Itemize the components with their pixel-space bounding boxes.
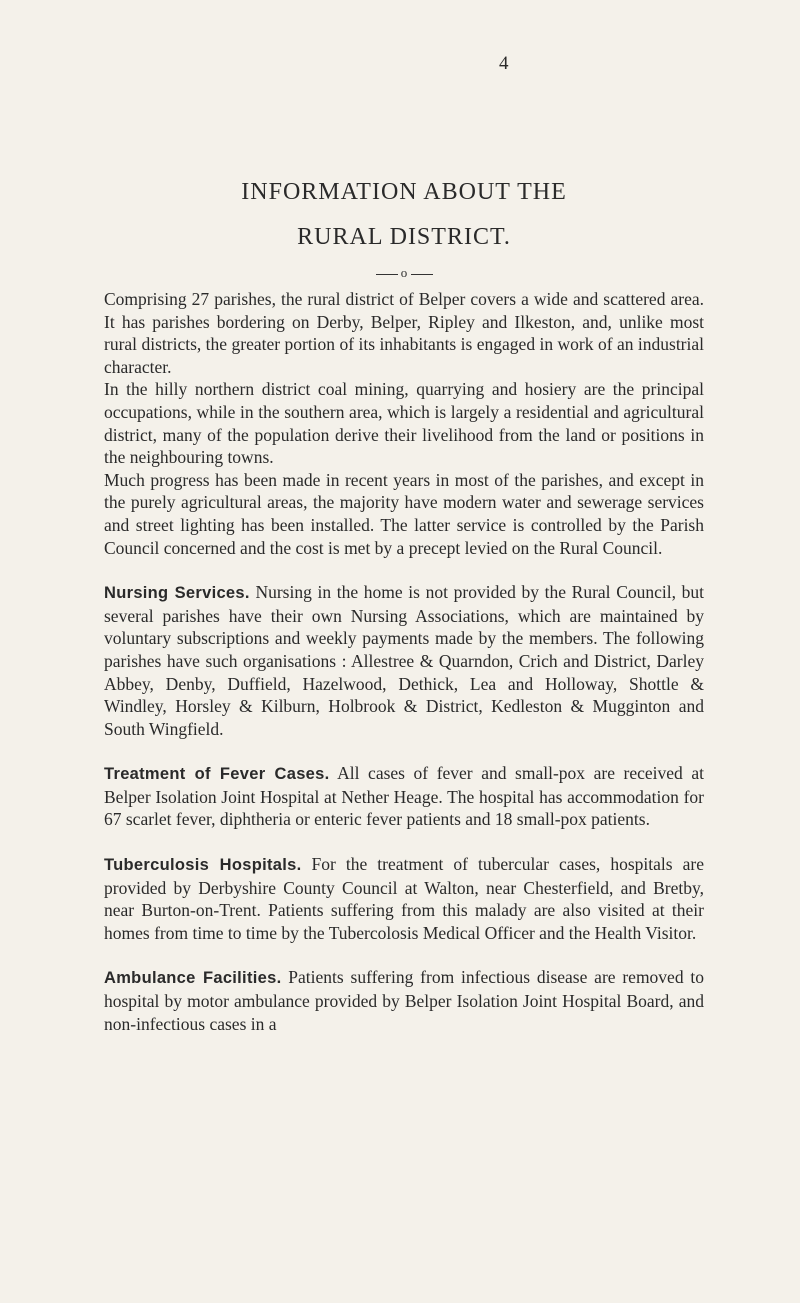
paragraph-occupations: In the hilly northern district coal mining, quarrying and hosiery are the principal occupations, while in the southern area, which is largely a residential and agricultural district, many of the population derive their livelihood from the land or positions in the neighbouring towns. [104, 379, 704, 468]
paragraph-progress: Much progress has been made in recent years in most of the parishes, and except in the purely agricultural areas, the majority have modern water and sewerage services and street lighting has been installed. The latter service is controlled by the Parish Council concerned and the cost is met by a precept levied on the Rural Council. [104, 469, 704, 558]
section-fever-cases [104, 762, 704, 831]
section-ambulance-facilities [104, 966, 704, 1035]
title-line-2: RURAL DISTRICT. [297, 224, 511, 250]
body-text [104, 288, 704, 1035]
section-text: Patients suffering from infectious disease are removed to hospital by motor ambulance provided by Belper Isolation Joint Hospital Board, and non-infectious cases in a [104, 967, 704, 1034]
section-heading: Tuberculosis Hospitals. [104, 856, 302, 875]
paragraph-intro: Comprising 27 parishes, the rural district of Belper covers a wide and scattered area. It has parishes bordering on Derby, Belper, Ripley and Ilkeston, and, unlike most rural districts, the greater portion of its inhabitants is engaged in work of an industrial character. [104, 289, 704, 377]
section-heading: Nursing Services. [104, 584, 250, 603]
section-heading: Treatment of Fever Cases. [104, 765, 330, 784]
section-tuberculosis-hospitals [104, 853, 704, 944]
page-number: 4 [499, 53, 509, 74]
section-text: Nursing in the home is not provided by the Rural Council, but several parishes have their own Nursing Associations, which are maintained by voluntary subscriptions and weekly payments made by the members. The following parishes have such organisations : Allestree & Quarndon, Crich and District, Darley Abbey, Denby, Duffield, Hazelwood, Dethick, Lea and Holloway, Shottle & Windley, Horsley & Kilburn, Holbrook & District, Kedleston & Mugginton and South Wingfield. [104, 582, 705, 739]
section-nursing-services [104, 581, 704, 740]
separator-ornament [329, 265, 479, 281]
section-text: All cases of fever and small-pox are received at Belper Isolation Joint Hospital at Nether Heage. The hospital has accommodation for 67 scarlet fever, diphtheria or enteric fever patients and 18 small-pox patients. [104, 763, 704, 830]
separator-mark: o [400, 265, 408, 280]
section-heading: Ambulance Facilities. [104, 969, 282, 988]
title-line-1: INFORMATION ABOUT THE [241, 179, 567, 205]
section-text: For the treatment of tubercular cases, hospitals are provided by Derbyshire County Council at Walton, near Chesterfield, and Bretby, near Burton-on-Trent. Patients suffering from this malady are also visited at their homes from time to time by the Tubercolosis Medical Officer and the Health Visitor. [104, 854, 704, 943]
